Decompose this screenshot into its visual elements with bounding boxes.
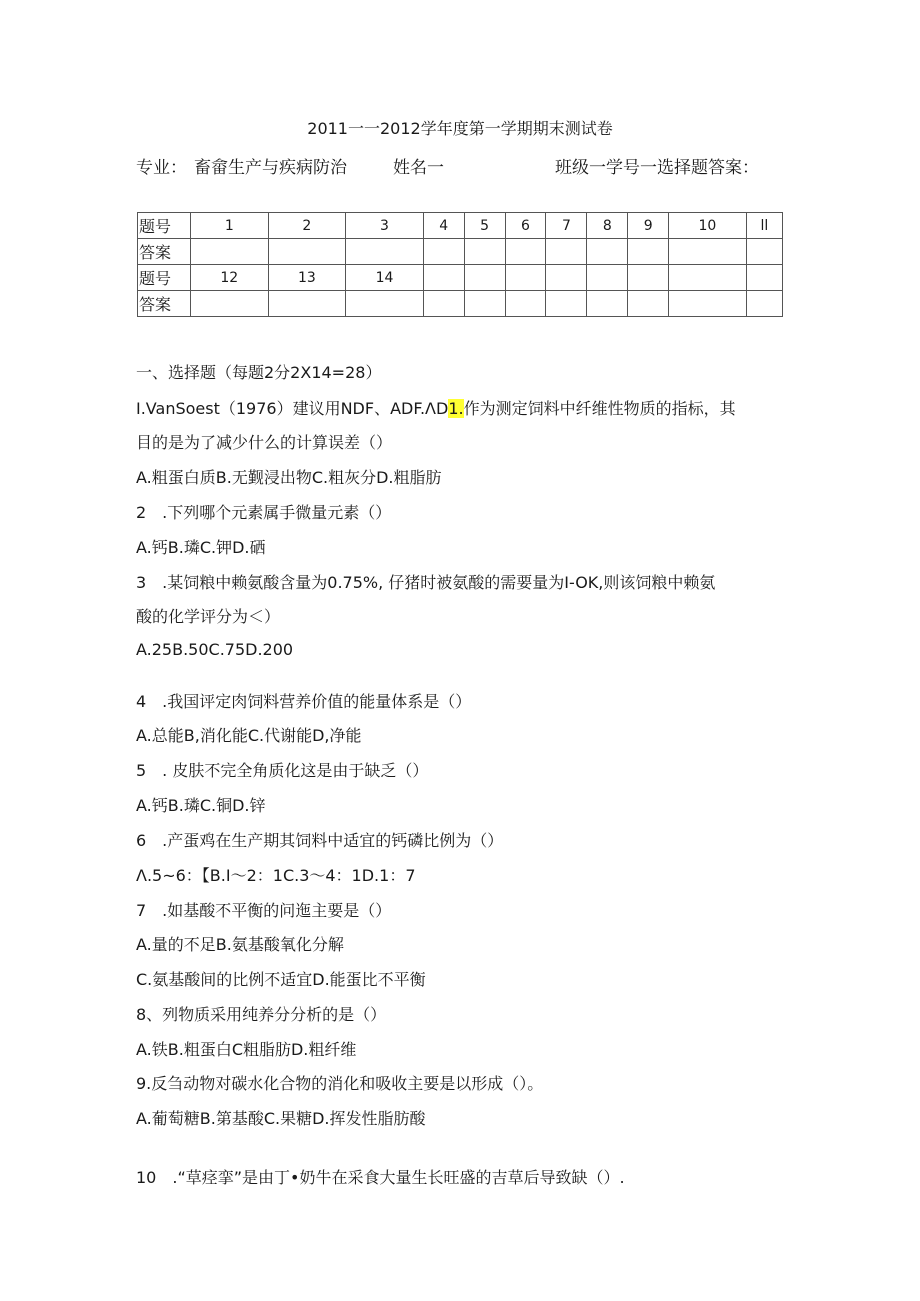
answer-cell[interactable] bbox=[587, 239, 628, 265]
question-number bbox=[505, 265, 546, 291]
answer-cell[interactable] bbox=[669, 239, 747, 265]
table-row-numbers-2 bbox=[138, 265, 783, 291]
question-number: 5 bbox=[464, 213, 505, 239]
question-4-options: A.总能B,消化能C.代谢能D,净能 bbox=[136, 726, 362, 745]
question-10: 10 .“草痉挛”是由丁•奶牛在采食大量生长旺盛的吉草后导致缺（）. bbox=[136, 1168, 625, 1187]
question-number: 7 bbox=[546, 213, 587, 239]
question-number: 1 bbox=[191, 213, 269, 239]
question-5: 5 . 皮肤不完全角质化这是由于缺乏（） bbox=[136, 761, 429, 780]
question-number bbox=[746, 265, 782, 291]
answer-cell[interactable] bbox=[746, 239, 782, 265]
highlighted-text: 1. bbox=[448, 399, 464, 418]
question-text: 作为测定饲料中纤维性物质的指标，其 bbox=[463, 399, 736, 418]
question-number: 4 bbox=[423, 213, 464, 239]
question-number: 9 bbox=[628, 213, 669, 239]
answer-cell[interactable] bbox=[587, 291, 628, 317]
question-number bbox=[628, 265, 669, 291]
question-2: 2 .下列哪个元素属手微量元素（） bbox=[136, 503, 392, 522]
answer-cell[interactable] bbox=[628, 239, 669, 265]
answer-cell[interactable] bbox=[505, 239, 546, 265]
exam-title: 2011一一2012学年度第一学期期末测试卷 bbox=[307, 119, 613, 138]
question-number: 13 bbox=[268, 265, 346, 291]
question-number bbox=[587, 265, 628, 291]
question-number bbox=[423, 265, 464, 291]
question-2-options: A.钙B.璘C.钾D.硒 bbox=[136, 538, 266, 557]
question-number: 14 bbox=[346, 265, 424, 291]
question-number: 8 bbox=[587, 213, 628, 239]
question-6-options: Λ.5~6：【B.I～2：1C.3～4：1D.1：7 bbox=[136, 866, 416, 885]
question-number: 10 bbox=[669, 213, 747, 239]
answer-cell[interactable] bbox=[746, 291, 782, 317]
answer-sheet-table bbox=[137, 212, 783, 317]
answer-cell[interactable] bbox=[423, 291, 464, 317]
question-9-options: A.葡萄糖B.第基酸C.果糖D.挥发性脂肪酸 bbox=[136, 1109, 426, 1128]
answer-cell[interactable] bbox=[346, 239, 424, 265]
answer-cell[interactable] bbox=[546, 239, 587, 265]
answer-cell[interactable] bbox=[346, 291, 424, 317]
row-label: 答案 bbox=[138, 291, 191, 317]
row-label: 题号 bbox=[138, 213, 191, 239]
answer-cell[interactable] bbox=[191, 239, 269, 265]
question-9: 9.反刍动物对碳水化合物的消化和吸收主要是以形成（）。 bbox=[136, 1074, 544, 1093]
student-info-line bbox=[136, 153, 796, 177]
question-number: ll bbox=[746, 213, 782, 239]
question-number bbox=[546, 265, 587, 291]
question-4: 4 .我国评定肉饲料营养价值的能量体系是（） bbox=[136, 692, 472, 711]
question-number bbox=[669, 265, 747, 291]
question-7: 7 .如基酸不平衡的问迤主要是（） bbox=[136, 901, 392, 920]
question-text: I.VanSoest（1976）建议用NDF、ADF.ΛD bbox=[136, 399, 449, 418]
question-number: 2 bbox=[268, 213, 346, 239]
question-1-line-1 bbox=[136, 396, 786, 419]
answer-cell[interactable] bbox=[505, 291, 546, 317]
answer-cell[interactable] bbox=[191, 291, 269, 317]
answer-cell[interactable] bbox=[464, 291, 505, 317]
answer-cell[interactable] bbox=[464, 239, 505, 265]
row-label: 题号 bbox=[138, 265, 191, 291]
answer-cell[interactable] bbox=[268, 291, 346, 317]
question-7-options-a: A.量的不足B.氨基酸氧化分解 bbox=[136, 935, 344, 954]
question-5-options: A.钙B.璘C.铜D.锌 bbox=[136, 796, 266, 815]
question-8: 8、列物质采用纯养分分析的是（） bbox=[136, 1005, 387, 1024]
name-label: 姓名一 bbox=[393, 158, 444, 178]
answer-cell[interactable] bbox=[628, 291, 669, 317]
question-number: 12 bbox=[191, 265, 269, 291]
table-row-numbers-1 bbox=[138, 213, 783, 239]
row-label: 答案 bbox=[138, 239, 191, 265]
major-label: 专业： bbox=[136, 158, 187, 178]
question-3-line-2: 酸的化学评分为＜） bbox=[136, 607, 281, 626]
question-7-options-b: C.氨基酸间的比例不适宜D.能蛋比不平衡 bbox=[136, 970, 426, 989]
table-row-answers-2 bbox=[138, 291, 783, 317]
question-1-options: A.粗蛋白质B.无觐浸出物C.粗灰分D.粗脂肪 bbox=[136, 468, 442, 487]
class-label: 班级一学号一选择题答案： bbox=[555, 158, 759, 178]
question-8-options: A.铁B.粗蛋白C粗脂肪D.粗纤维 bbox=[136, 1040, 357, 1059]
question-number: 3 bbox=[346, 213, 424, 239]
answer-cell[interactable] bbox=[546, 291, 587, 317]
question-3-line-1: 3 .某饲粮中赖氨酸含量为0.75%, 仔猪时被氨酸的需要量为I-OK,则该饲粮中赖氨 bbox=[136, 573, 716, 592]
answer-cell[interactable] bbox=[423, 239, 464, 265]
section-heading: 一、选择题（每题2分2X14=28） bbox=[136, 363, 382, 382]
answer-cell[interactable] bbox=[669, 291, 747, 317]
major-value: 畜畲生产与疾病防治 bbox=[194, 158, 347, 178]
question-1-line-2: 目的是为了减少什么的计算误差（） bbox=[136, 433, 393, 452]
question-number bbox=[464, 265, 505, 291]
question-3-options: A.25B.50C.75D.200 bbox=[136, 640, 294, 659]
question-6: 6 .产蛋鸡在生产期其饲料中适宜的钙磷比例为（） bbox=[136, 831, 504, 850]
table-row-answers-1 bbox=[138, 239, 783, 265]
question-number: 6 bbox=[505, 213, 546, 239]
answer-cell[interactable] bbox=[268, 239, 346, 265]
